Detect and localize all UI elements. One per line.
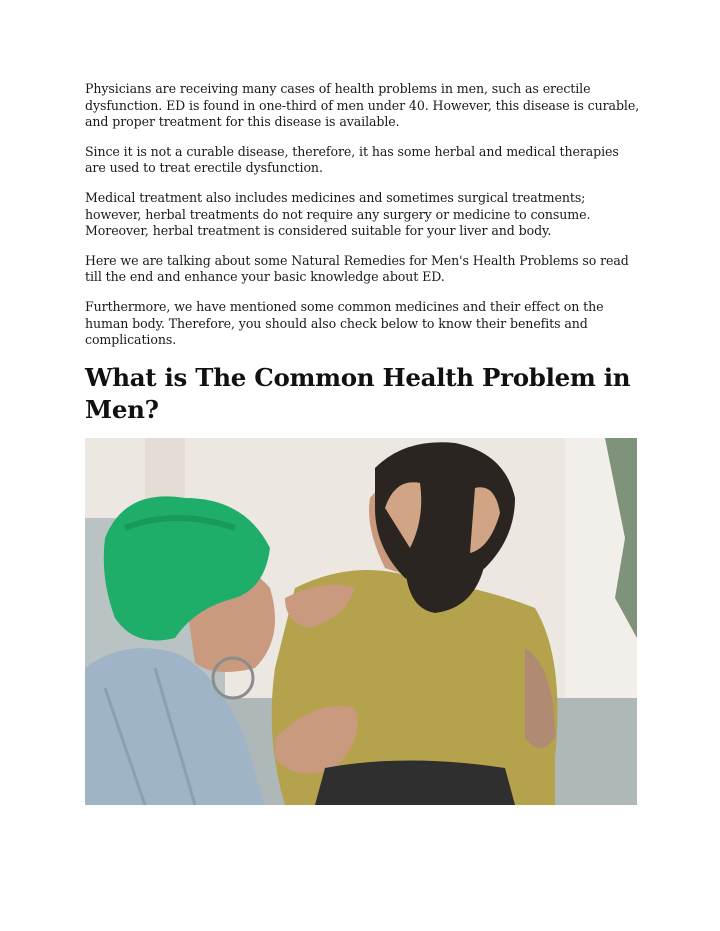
paragraph-2: Since it is not a curable disease, therefore, it has some herbal and medical therapies are used to treat erectile dysfunction.	[85, 143, 619, 176]
paragraph-3: Medical treatment also includes medicines and sometimes surgical treatments; however, herbal treatments do not require any surgery or medicine to consume. Moreover, herbal treatment is considered suitable for your liver and body.	[85, 189, 591, 239]
section-heading: What is The Common Health Problem in Men?	[85, 362, 631, 424]
paragraph-4: Here we are talking about some Natural Remedies for Men's Health Problems so read till the end and enhance your basic knowledge about ED.	[85, 252, 629, 285]
article-photo	[85, 438, 637, 805]
paragraph-1: Physicians are receiving many cases of health problems in men, such as erectile dysfunction. ED is found in one-third of men under 40. However, this disease is curable, and proper treatment for this disease is available.	[85, 81, 640, 130]
paragraph-5: Furthermore, we have mentioned some common medicines and their effect on the human body. Therefore, you should also check below to know their benefits and complications.	[85, 298, 604, 348]
article-body	[85, 81, 641, 426]
photo-illustration	[85, 438, 637, 805]
